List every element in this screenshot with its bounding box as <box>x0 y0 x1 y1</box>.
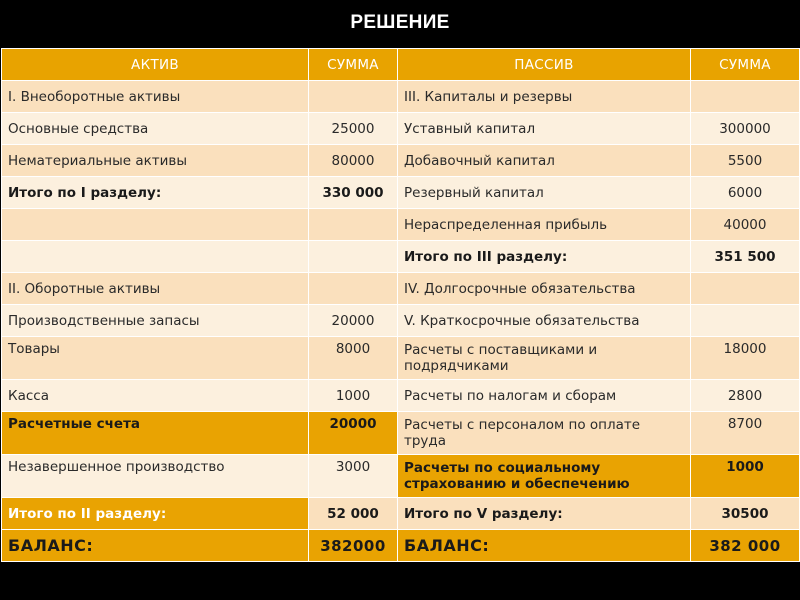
passiv-cell: IV. Долгосрочные обязательства <box>398 273 691 305</box>
aktiv-sum-cell: 3000 <box>309 455 398 498</box>
aktiv-sum-cell: 20000 <box>309 305 398 337</box>
passiv-cell: V. Краткосрочные обязательства <box>398 305 691 337</box>
passiv-cell: Итого по V разделу: <box>398 498 691 530</box>
table-row <box>2 273 800 305</box>
aktiv-cell: Итого по I разделу: <box>2 177 309 209</box>
aktiv-sum-cell <box>309 81 398 113</box>
aktiv-sum-cell <box>309 273 398 305</box>
header-passiv: ПАССИВ <box>398 49 691 81</box>
table-row <box>2 380 800 412</box>
passiv-sum-cell: 1000 <box>691 455 800 498</box>
table-row <box>2 305 800 337</box>
aktiv-cell <box>2 241 309 273</box>
passiv-cell: Расчеты по социальному страхованию и обеспечению <box>398 455 691 498</box>
passiv-cell: Расчеты с поставщиками и подрядчиками <box>398 337 691 380</box>
aktiv-sum-cell: 8000 <box>309 337 398 380</box>
passiv-sum-cell: 30500 <box>691 498 800 530</box>
aktiv-sum-cell: 25000 <box>309 113 398 145</box>
aktiv-cell: I. Внеоборотные активы <box>2 81 309 113</box>
passiv-balance-label: БАЛАНС: <box>398 530 691 562</box>
aktiv-cell: II. Оборотные активы <box>2 273 309 305</box>
passiv-cell: Уставный капитал <box>398 113 691 145</box>
aktiv-balance-label: БАЛАНС: <box>2 530 309 562</box>
aktiv-sum-cell: 1000 <box>309 380 398 412</box>
passiv-sum-cell: 6000 <box>691 177 800 209</box>
balance-table <box>1 48 800 562</box>
passiv-sum-cell <box>691 81 800 113</box>
aktiv-sum-cell: 80000 <box>309 145 398 177</box>
aktiv-cell: Касса <box>2 380 309 412</box>
aktiv-sum-cell <box>309 209 398 241</box>
balance-row <box>2 530 800 562</box>
aktiv-cell: Незавершенное производство <box>2 455 309 498</box>
table-row <box>2 177 800 209</box>
aktiv-sum-cell: 330 000 <box>309 177 398 209</box>
table-row <box>2 241 800 273</box>
aktiv-sum-cell: 20000 <box>309 412 398 455</box>
aktiv-cell: Итого по II разделу: <box>2 498 309 530</box>
aktiv-cell: Нематериальные активы <box>2 145 309 177</box>
aktiv-cell: Производственные запасы <box>2 305 309 337</box>
header-summa-passiv: СУММА <box>691 49 800 81</box>
aktiv-cell: Расчетные счета <box>2 412 309 455</box>
passiv-sum-cell: 40000 <box>691 209 800 241</box>
aktiv-cell: Товары <box>2 337 309 380</box>
table-row <box>2 145 800 177</box>
passiv-sum-cell <box>691 305 800 337</box>
aktiv-cell: Основные средства <box>2 113 309 145</box>
table-row <box>2 498 800 530</box>
table-row <box>2 455 800 498</box>
passiv-cell: Расчеты с персоналом по оплате труда <box>398 412 691 455</box>
passiv-cell: Расчеты по налогам и сборам <box>398 380 691 412</box>
page-title: РЕШЕНИЕ <box>0 0 800 48</box>
header-summa-aktiv: СУММА <box>309 49 398 81</box>
passiv-cell: III. Капиталы и резервы <box>398 81 691 113</box>
table-row <box>2 81 800 113</box>
passiv-sum-cell: 2800 <box>691 380 800 412</box>
passiv-cell: Добавочный капитал <box>398 145 691 177</box>
passiv-sum-cell: 5500 <box>691 145 800 177</box>
passiv-cell: Резервный капитал <box>398 177 691 209</box>
aktiv-balance-sum: 382000 <box>309 530 398 562</box>
passiv-sum-cell: 300000 <box>691 113 800 145</box>
header-aktiv: АКТИВ <box>2 49 309 81</box>
aktiv-sum-cell: 52 000 <box>309 498 398 530</box>
passiv-sum-cell: 8700 <box>691 412 800 455</box>
passiv-sum-cell <box>691 273 800 305</box>
table-row <box>2 337 800 380</box>
passiv-cell: Нераспределенная прибыль <box>398 209 691 241</box>
table-row <box>2 209 800 241</box>
table-row <box>2 113 800 145</box>
passiv-sum-cell: 18000 <box>691 337 800 380</box>
aktiv-cell <box>2 209 309 241</box>
table-row <box>2 412 800 455</box>
passiv-cell: Итого по III разделу: <box>398 241 691 273</box>
passiv-balance-sum: 382 000 <box>691 530 800 562</box>
aktiv-sum-cell <box>309 241 398 273</box>
table-header-row <box>2 49 800 81</box>
passiv-sum-cell: 351 500 <box>691 241 800 273</box>
